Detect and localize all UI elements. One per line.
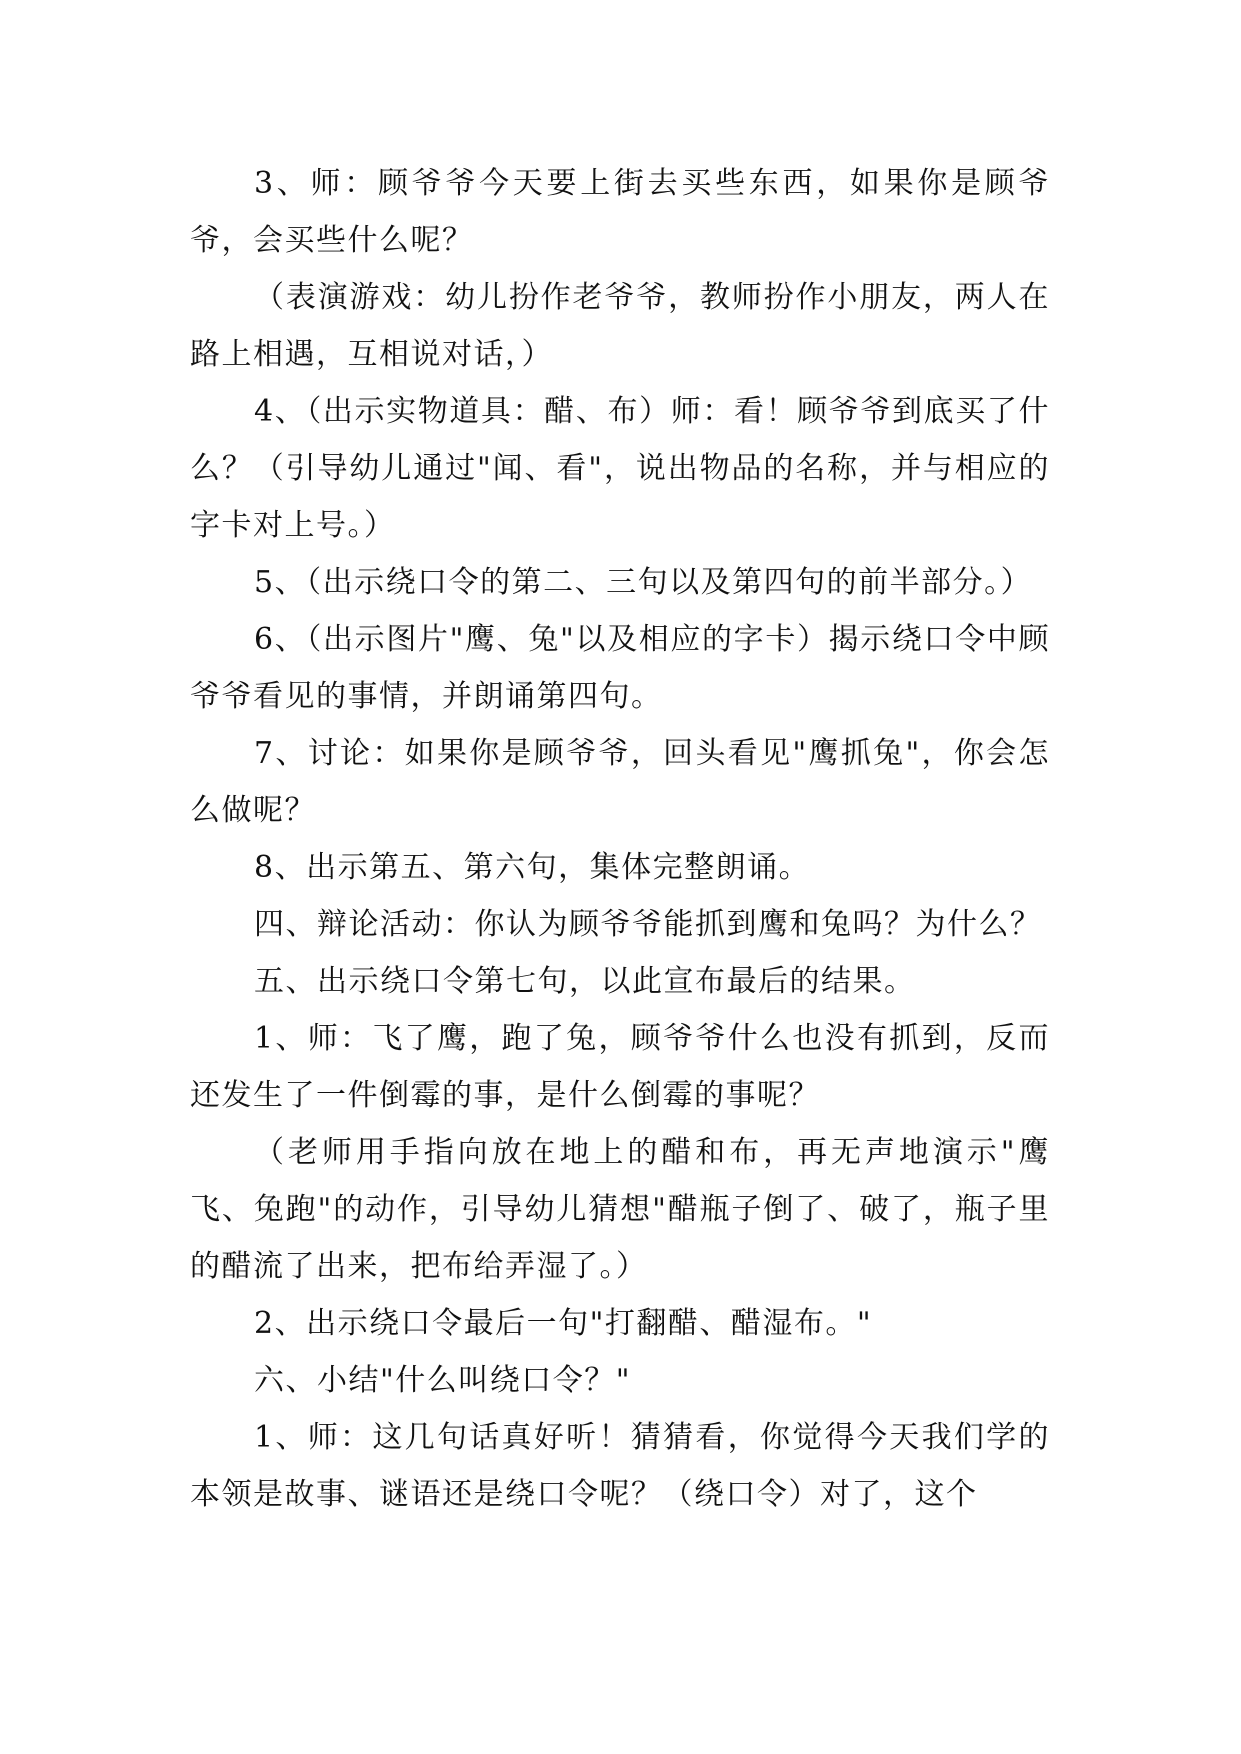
- paragraph-section-6-step-1: 1、师：这几句话真好听！猜猜看，你觉得今天我们学的本领是故事、谜语还是绕口令呢？（绕口令）对了，这个: [190, 1420, 1050, 1512]
- paragraph-section-5-step-2: 2、出示绕口令最后一句"打翻醋、醋湿布。": [254, 1306, 873, 1341]
- paragraph-section-5: 五、出示绕口令第七句，以此宣布最后的结果。: [254, 964, 916, 999]
- document-body: [190, 155, 1050, 1523]
- paragraph-section-6-summary: 六、小结"什么叫绕口令？": [254, 1363, 632, 1398]
- paragraph-performance-game: （表演游戏：幼儿扮作老爷爷，教师扮作小朋友，两人在路上相遇，互相说对话，）: [190, 280, 1050, 372]
- paragraph-step-7: 7、讨论：如果你是顾爷爷，回头看见"鹰抓兔"，你会怎么做呢？: [190, 736, 1050, 828]
- paragraph-step-4: 4、（出示实物道具：醋、布）师：看！顾爷爷到底买了什么？（引导幼儿通过"闻、看"，说出物品的名称，并与相应的字卡对上号。）: [190, 394, 1050, 543]
- paragraph-teacher-demo: （老师用手指向放在地上的醋和布，再无声地演示"鹰飞、兔跑"的动作，引导幼儿猜想"醋瓶子倒了、破了，瓶子里的醋流了出来，把布给弄湿了。）: [190, 1135, 1050, 1284]
- paragraph-step-8: 8、出示第五、第六句，集体完整朗诵。: [254, 850, 811, 885]
- paragraph-step-5: 5、（出示绕口令的第二、三句以及第四句的前半部分。）: [254, 565, 1033, 600]
- paragraph-section-5-step-1: 1、师：飞了鹰，跑了兔，顾爷爷什么也没有抓到，反而还发生了一件倒霉的事，是什么倒霉的事呢？: [190, 1021, 1050, 1113]
- paragraph-step-3: 3、师：顾爷爷今天要上街去买些东西，如果你是顾爷爷，会买些什么呢？: [190, 166, 1050, 258]
- paragraph-step-6: 6、（出示图片"鹰、兔"以及相应的字卡）揭示绕口令中顾爷爷看见的事情，并朗诵第四句。: [190, 622, 1050, 714]
- paragraph-section-4-debate: 四、辩论活动：你认为顾爷爷能抓到鹰和兔吗？为什么？: [254, 907, 1042, 942]
